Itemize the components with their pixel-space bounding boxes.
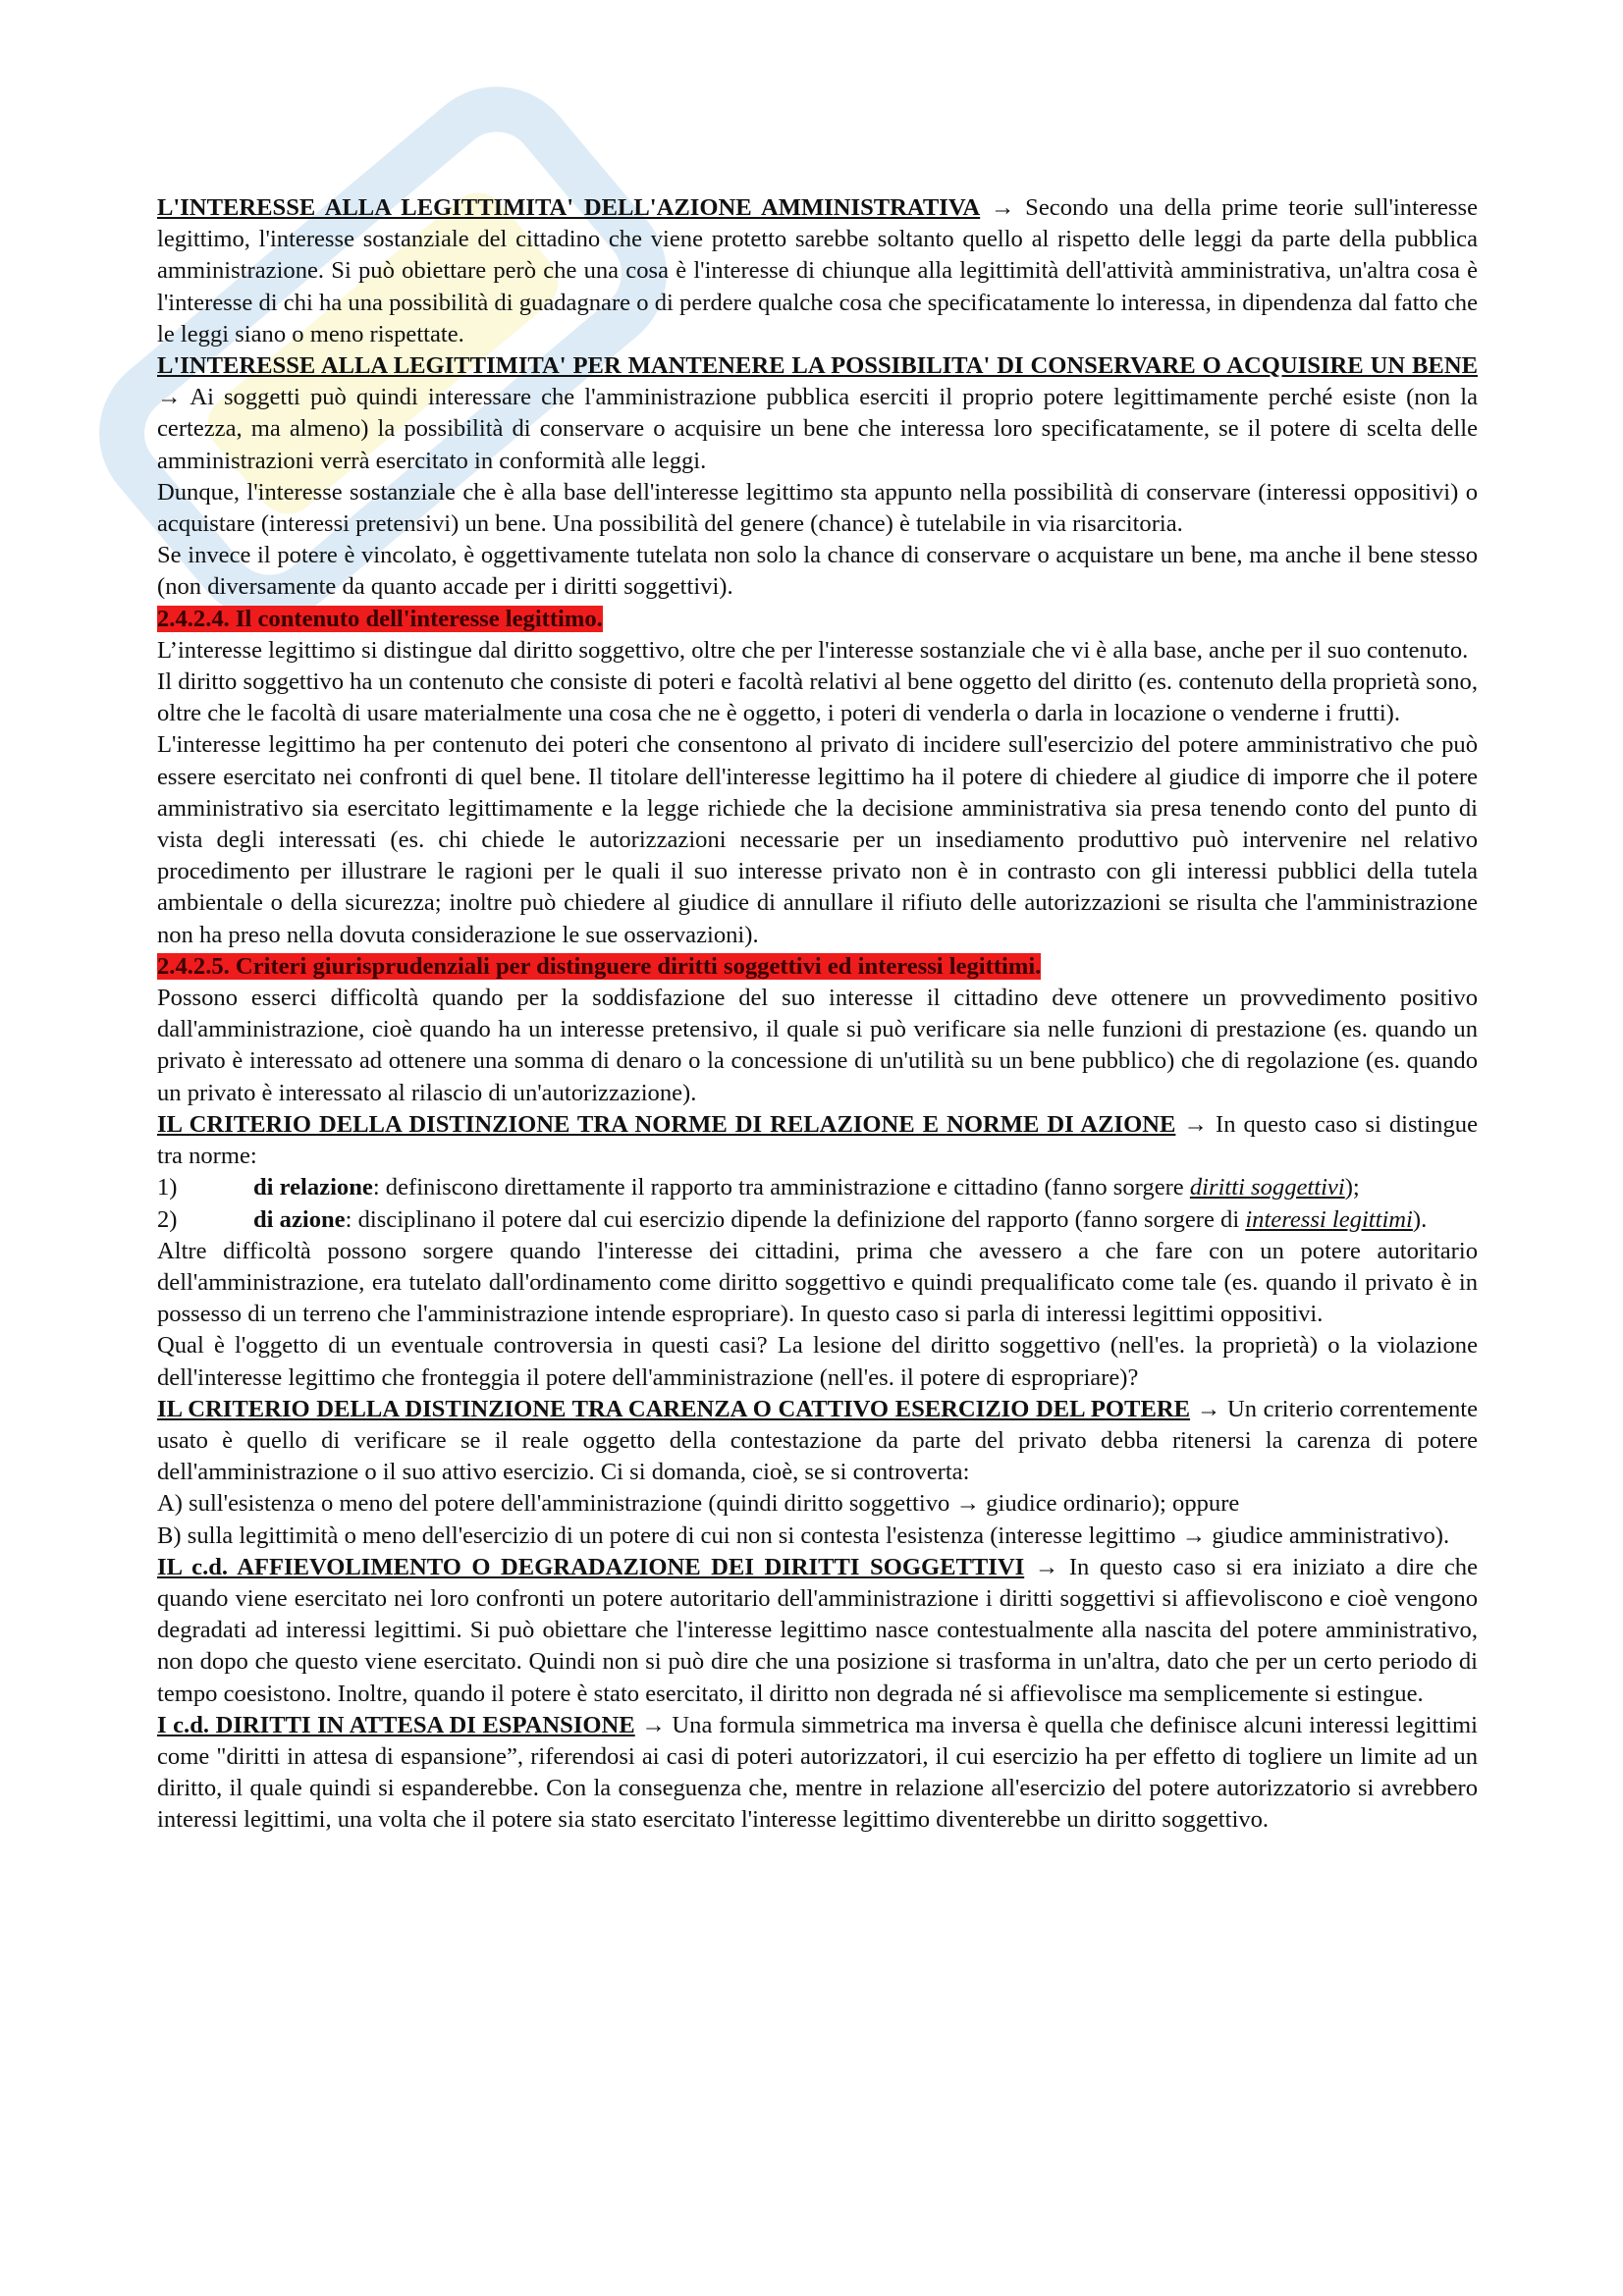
paragraph-difficolta: Possono esserci difficoltà quando per la soddisfazione del suo interesse il cittadino deve ottenere un provvedimento positivo dall'amministrazione, cioè quando ha un interesse pretensivo, il quale si può verificare sia nelle funzioni di prestazione (es. quando un privato è interessato ad ottenere una somma di denaro o la concessione di un'utilità su un bene pubblico) che di regolazione (es. quando un privato è interessato al rilascio di un'autorizzazione).: [157, 985, 1478, 1106]
list-number: 2): [157, 1205, 178, 1233]
heading-possibilita-bene: L'INTERESSE ALLA LEGITTIMITA' PER MANTENERE LA POSSIBILITA' DI CONSERVARE O ACQUISIRE UN BENE: [157, 352, 1478, 380]
highlighted-section-title: 2.4.2.5. Criteri giurisprudenziali per distinguere diritti soggettivi ed interessi legittimi.: [157, 952, 1042, 980]
option-a: A) sull'esistenza o meno del potere dell'amministrazione (quindi diritto soggettivo → giudice ordinario); oppure: [157, 1490, 1240, 1518]
paragraph-interesse-contenuto: L'interesse legittimo ha per contenuto dei poteri che consentono al privato di incidere sull'esercizio del potere amministrativo che può essere esercitato nei confronti di quel bene. Il titolare dell'interesse legittimo ha il potere di chiedere al giudice di imporre che il potere amministrativo sia esercitato legittimamente e la legge richiede che la decisione amministrativa sia presa tenendo conto del punto di vista degli interessati (es. chi chiede le autorizzazioni necessarie per un insediamento produttivo può intervenire nel relativo procedimento per illustrare le ragioni per le quali il suo interesse privato non è in contrasto con gli interessi pubblici della tutela ambientale o della sicurezza; inoltre può chiedere al giudice di annullare il rifiuto delle autorizzazioni se risulta che l'amministrazione non ha preso nella dovuta considerazione le sue osservazioni).: [157, 731, 1478, 948]
option-b: B) sulla legittimità o meno dell'esercizio di un potere di cui non si contesta l'esistenza (interesse legittimo → giudice amministrativo).: [157, 1522, 1450, 1549]
paragraph-contenuto-intro: L’interesse legittimo si distingue dal diritto soggettivo, oltre che per l'interesse sostanziale che vi è alla base, anche per il suo contenuto.: [157, 636, 1469, 664]
paragraph-potere-vincolato: Se invece il potere è vincolato, è oggettivamente tutelata non solo la chance di conservare o acquistare un bene, ma anche il bene stesso (non diversamente da quanto accade per i diritti soggettivi).: [157, 542, 1478, 601]
document-page: [157, 192, 1478, 1837]
section-title-contenuto: [157, 604, 1478, 635]
paragraph-possibilita-bene: L'INTERESSE ALLA LEGITTIMITA' PER MANTENERE LA POSSIBILITA' DI CONSERVARE O ACQUISIRE UN BENE → Ai soggetti può quindi interessare che l'amministrazione pubblica eserciti il proprio potere legittimamente perché esiste (non la certezza, ma almeno) la possibilità di conservare o acquisire un bene che interessa loro specificatamente, se il potere di scelta delle amministrazioni verrà esercitato in conformità alle leggi.: [157, 352, 1478, 474]
paragraph-dunque: Dunque, l'interesse sostanziale che è alla base dell'interesse legittimo sta appunto nella possibilità di conservare (interessi oppositivi) o acquistare (interessi pretensivi) un bene. Una possibilità del genere (chance) è tutelabile in via risarcitoria.: [157, 478, 1478, 538]
paragraph-interesse-legittimita: L'INTERESSE ALLA LEGITTIMITA' DELL'AZIONE AMMINISTRATIVA → Secondo una della prime teorie sull'interesse legittimo, l'interesse sostanziale del cittadino che viene protetto sarebbe soltanto quello al rispetto delle leggi da parte della pubblica amministrazione. Si può obiettare però che una cosa è l'interesse di chiunque alla legittimità dell'attività amministrativa, un'altra cosa è l'interesse di chi ha una possibilità di guadagnare o di perdere qualche cosa che specificatamente lo interessa, in dipendenza dal fatto che le leggi siano o meno rispettate.: [157, 194, 1478, 347]
heading-affievolimento: IL c.d. AFFIEVOLIMENTO O DEGRADAZIONE DEI DIRITTI SOGGETTIVI: [157, 1553, 1025, 1580]
paragraph-norme-relazione-azione: IL CRITERIO DELLA DISTINZIONE TRA NORME DI RELAZIONE E NORME DI AZIONE → In questo caso si distingue tra norme:: [157, 1110, 1478, 1170]
list-number: 1): [157, 1174, 178, 1201]
list-item: 2) di azione: disciplinano il potere dal cui esercizio dipende la definizione del rapporto (fanno sorgere di interessi legittimi).: [157, 1204, 1478, 1236]
emphasized-term: interessi legittimi: [1245, 1205, 1413, 1233]
emphasized-term: diritti soggettivi: [1189, 1174, 1345, 1201]
list-item: 1) di relazione: definiscono direttamente il rapporto tra amministrazione e cittadino (fanno sorgere diritti soggettivi);: [157, 1172, 1478, 1203]
list-term: di relazione: [253, 1174, 373, 1201]
paragraph-affievolimento: IL c.d. AFFIEVOLIMENTO O DEGRADAZIONE DEI DIRITTI SOGGETTIVI → In questo caso si era iniziato a dire che quando viene esercitato nei loro confronti un potere autoritario dell'amministrazione i diritti soggettivi si affievoliscono e cioè vengono degradati ad interessi legittimi. Si può obiettare che l'interesse legittimo nasce contestualmente alla nascita del potere amministrativo, non dopo che questo viene esercitato. Quindi non si può dire che una posizione si trasforma in un'altra, dato che per un certo periodo di tempo coesistono. Inoltre, quando il potere è stato esercitato, il diritto non degrada né si affievolisce ma semplicemente si estingue.: [157, 1553, 1478, 1707]
heading-diritti-espansione: I c.d. DIRITTI IN ATTESA DI ESPANSIONE: [157, 1711, 635, 1738]
section-title-criteri: [157, 951, 1478, 983]
paragraph-carenza-potere: IL CRITERIO DELLA DISTINZIONE TRA CARENZA O CATTIVO ESERCIZIO DEL POTERE → Un criterio correntemente usato è quello di verificare se il reale oggetto della contestazione da parte del privato debba ritenersi la carenza di potere dell'amministrazione o il suo attivo esercizio. Ci si domanda, cioè, se si controverta:: [157, 1395, 1478, 1486]
list-term: di azione: [253, 1205, 346, 1233]
paragraph-altre-difficolta: Altre difficoltà possono sorgere quando l'interesse dei cittadini, prima che avessero a che fare con un potere autoritario dell'amministrazione, era tutelato dall'ordinamento come diritto soggettivo e quindi prequalificato come tale (es. quando il privato è in possesso di un terreno che l'amministrazione intende espropriare). In questo caso si parla di interessi legittimi oppositivi.: [157, 1237, 1478, 1328]
paragraph-diritto-soggettivo: Il diritto soggettivo ha un contenuto che consiste di poteri e facoltà relativi al bene oggetto del diritto (es. contenuto della proprietà sono, oltre che le facoltà di usare materialmente una cosa che ne è oggetto, i poteri di venderla o darla in locazione o venderne i frutti).: [157, 668, 1478, 727]
paragraph-diritti-espansione: I c.d. DIRITTI IN ATTESA DI ESPANSIONE → Una formula simmetrica ma inversa è quella che definisce alcuni interessi legittimi come "diritti in attesa di espansione”, riferendosi ai casi di poteri autorizzatori, il cui esercizio ha per effetto di togliere un limite ad un diritto, il quale quindi si espanderebbe. Con la conseguenza che, mentre in relazione all'esercizio del potere autorizzatorio si avrebbero interessi legittimi, una volta che il potere sia stato esercitato l'interesse legittimo diventerebbe un diritto soggettivo.: [157, 1711, 1478, 1834]
heading-interesse-legittimita: L'INTERESSE ALLA LEGITTIMITA' DELL'AZIONE AMMINISTRATIVA: [157, 194, 981, 221]
highlighted-section-title: 2.4.2.4. Il contenuto dell'interesse legittimo.: [157, 605, 603, 632]
heading-carenza-potere: IL CRITERIO DELLA DISTINZIONE TRA CARENZA O CATTIVO ESERCIZIO DEL POTERE: [157, 1395, 1191, 1422]
paragraph-oggetto-controversia: Qual è l'oggetto di un eventuale controversia in questi casi? La lesione del diritto soggettivo (nell'es. la proprietà) o la violazione dell'interesse legittimo che fronteggia il potere dell'amministrazione (nell'es. il potere di espropriare)?: [157, 1332, 1478, 1391]
heading-norme-relazione-azione: IL CRITERIO DELLA DISTINZIONE TRA NORME DI RELAZIONE E NORME DI AZIONE: [157, 1110, 1176, 1138]
